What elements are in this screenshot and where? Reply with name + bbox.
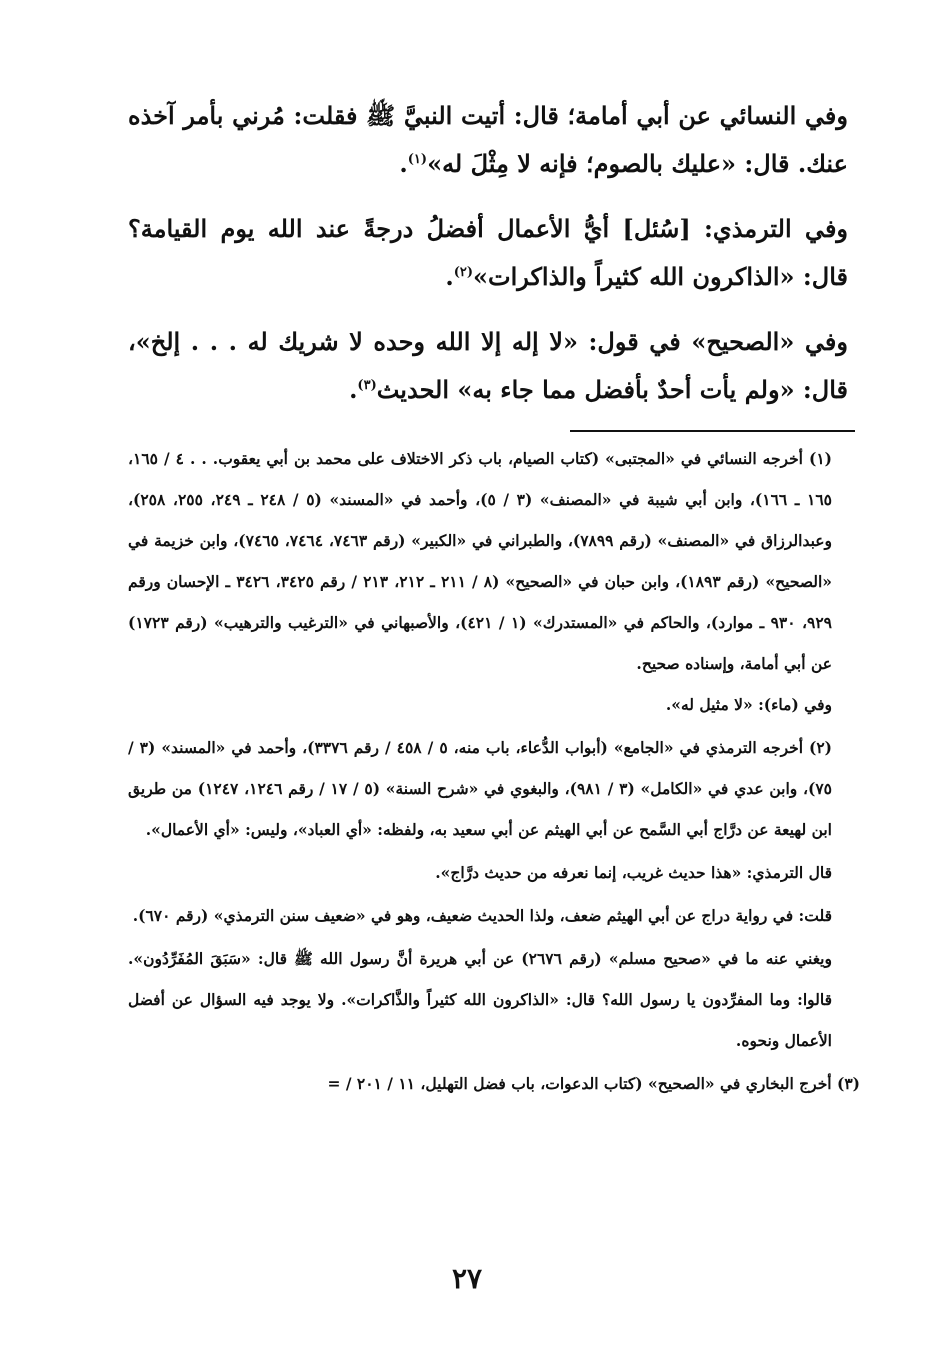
main-paragraph-1-text: وفي النسائي عن أبي أمامة؛ قال: أتيت النبيَّ ﷺ فقلت: مُرني بأمر آخذه عنك. قال: «عليك بالصوم؛ فإنه لا مِثْلَ له»: [128, 101, 848, 178]
main-paragraph-2: [128, 205, 848, 301]
footnote-2-qultu: قلت: في رواية دراج عن أبي الهيثم ضعف، ولذا الحديث ضعيف، وهو في «ضعيف سنن الترمذي» (رقم ٦٧٠).: [132, 906, 832, 925]
footnote-2: (٢) أخرجه الترمذي في «الجامع» (أبواب الدُّعاء، باب منه، ٥ / ٤٥٨ / رقم ٣٣٧٦)، وأحمد في «المسند» (٣ / ٧٥)، وابن عدي في «الكامل» (٣ / ٩٨١)، والبغوي في «شرح السنة» (٥ / ١٧ / رقم ١٢٤٦، ١٢٤٧) من طريق ابن لهيعة عن درَّاج أبي السَّمح عن أبي الهيثم عن أبي سعيد به، ولفظه: «أي العباد»، وليس: «أي الأعمال».: [128, 738, 833, 839]
footnote-2-yughni: ويغني عنه ما في «صحيح مسلم» (رقم ٢٦٧٦) عن أبي هريرة أنَّ رسول الله ﷺ قال: «سَبَقَ المُفَرِّدُون». قالوا: وما المفرِّدون يا رسول الله؟ قال: «الذاكرون الله كثيراً والذَّاكرات». ولا يوجد فيه السؤال عن أفضل الأعمال ونحوه.: [128, 949, 832, 1050]
footnote-2-tirmidhi: قال الترمذي: «هذا حديث غريب، إنما نعرفه من حديث درَّاج».: [435, 863, 832, 882]
footnote-divider: [570, 430, 855, 432]
main-paragraph-3: [128, 318, 848, 414]
main-paragraph-2-tail: .: [445, 262, 454, 291]
footnotes: [128, 438, 860, 1104]
page-number: ٢٧: [451, 1262, 483, 1295]
main-paragraph-3-text: وفي «الصحيح» في قول: «لا إله إلا الله وحده لا شريك له . . . إلخ»، قال: «ولم يأت أحدٌ بأفضل مما جاء به» الحديث: [128, 327, 848, 404]
main-paragraph-1-tail: .: [399, 149, 408, 178]
footnote-ref-3: (٣): [357, 378, 377, 393]
footnote-1: (١) أخرجه النسائي في «المجتبى» (كتاب الصيام، باب ذكر الاختلاف على محمد بن أبي يعقوب. . . ٤ / ١٦٥، ١٦٥ ـ ١٦٦)، وابن أبي شيبة في «المصنف» (٣ / ٥)، وأحمد في «المسند» (٥ / ٢٤٨ ـ ٢٤٩، ٢٥٥، ٢٥٨)، وعبدالرزاق في «المصنف» (رقم ٧٨٩٩)، والطبراني في «الكبير» (رقم ٧٤٦٣، ٧٤٦٤، ٧٤٦٥)، وابن خزيمة في «الصحيح» (رقم ١٨٩٣)، وابن حبان في «الصحيح» (٨ / ٢١١ ـ ٢١٢، ٢١٣ / رقم ٣٤٢٥، ٣٤٢٦ ـ الإحسان ورقم ٩٢٩، ٩٣٠ ـ موارد)، والحاكم في «المستدرك» (١ / ٤٢١)، والأصبهاني في «الترغيب والترهيب» (رقم ١٧٢٣) عن أبي أمامة، وإسناده صحيح.: [128, 449, 833, 673]
main-text: [128, 92, 848, 431]
footnote-ref-2: (٢): [453, 265, 473, 280]
footnote-3: (٣) أخرج البخاري في «الصحيح» (كتاب الدعوات، باب فضل التهليل، ١١ / ٢٠١ / =: [327, 1074, 860, 1093]
main-paragraph-3-tail: .: [349, 375, 358, 404]
footnote-ref-1: (١): [407, 152, 428, 167]
main-paragraph-2-text: وفي الترمذي: [سُئل] أيُّ الأعمال أفضلُ درجةً عند الله يوم القيامة؟ قال: «الذاكرون الله كثيراً والذاكرات»: [128, 214, 848, 291]
main-paragraph-1: [128, 92, 848, 188]
footnote-1-note: وفي (ماء): «لا مثيل له».: [665, 695, 832, 714]
